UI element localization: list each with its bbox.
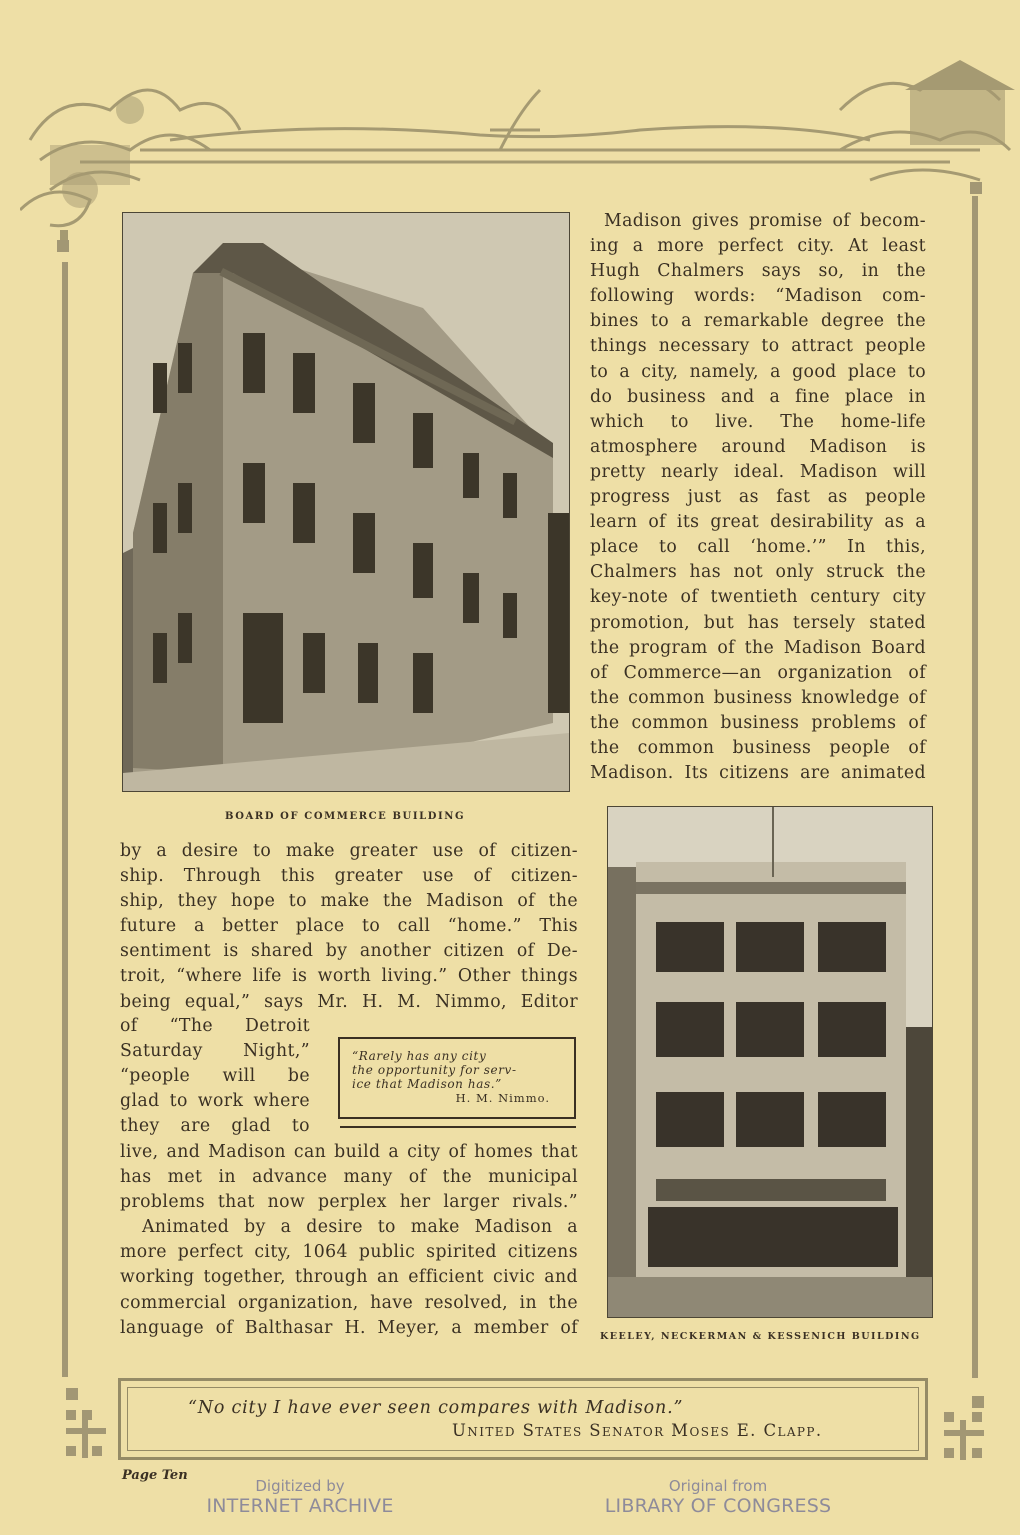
right-top-square bbox=[970, 182, 982, 194]
text-line: Madison gives promise of becom- bbox=[604, 211, 926, 231]
text-line: by a desire to make greater use of citizen- bbox=[120, 841, 578, 861]
left-column-narrow-text bbox=[120, 1014, 310, 1139]
text-line: troit, “where life is worth living.” Other things bbox=[120, 966, 578, 987]
text-line: working together, through an efficient civic and bbox=[120, 1267, 578, 1288]
text-line: learn of its great desirability as a bbox=[590, 512, 926, 533]
keeley-building-caption: KEELEY, NECKERMAN & KESSENICH BUILDING bbox=[600, 1331, 921, 1342]
text-line: ship. Through this greater use of citizen- bbox=[120, 866, 578, 887]
text-line: the common business people of bbox=[590, 737, 926, 758]
library-of-congress-watermark[interactable] bbox=[598, 1477, 838, 1517]
keeley-building-photo bbox=[607, 806, 933, 1318]
internet-archive-watermark[interactable] bbox=[195, 1477, 405, 1517]
text-line: Animated by a desire to make Madison a bbox=[142, 1217, 578, 1238]
watermark-left-large: INTERNET ARCHIVE bbox=[206, 1495, 394, 1517]
left-column-top-text bbox=[120, 839, 578, 1015]
text-line: being equal,” says Mr. H. M. Nimmo, Editor bbox=[120, 991, 578, 1012]
text-line: sentiment is shared by another citizen of De- bbox=[120, 941, 578, 962]
pull-quote-line-2: the opportunity for serv- bbox=[352, 1063, 517, 1077]
text-line: future a better place to call “home.” This bbox=[120, 916, 578, 937]
text-line: do business and a fine place in bbox=[590, 386, 926, 407]
left-bottom-square bbox=[66, 1388, 78, 1400]
text-line: language of Balthasar H. Meyer, a member of bbox=[120, 1317, 578, 1338]
pull-quote-author: H. M. Nimmo. bbox=[455, 1091, 550, 1105]
text-line: things necessary to attract people bbox=[590, 336, 926, 357]
text-line: ship, they hope to make the Madison of the bbox=[120, 891, 578, 912]
pull-quote-line-1: “Rarely has any city bbox=[352, 1049, 487, 1063]
text-line: Chalmers has not only struck the bbox=[590, 562, 926, 583]
text-line: the program of the Madison Board bbox=[590, 637, 926, 658]
text-line: they are glad to bbox=[120, 1116, 310, 1137]
right-border-rule bbox=[972, 196, 978, 1378]
pull-quote-line-3: ice that Madison has.” bbox=[352, 1077, 502, 1091]
text-line: Madison. Its citizens are animated bbox=[590, 763, 926, 784]
text-line: pretty nearly ideal. Madison will bbox=[590, 461, 926, 482]
text-line: following words: “Madison com- bbox=[590, 286, 926, 307]
text-line: problems that now perplex her larger rivals.” bbox=[120, 1192, 578, 1213]
text-line: atmosphere around Madison is bbox=[590, 436, 926, 457]
pull-quote-underline bbox=[340, 1126, 576, 1128]
text-line: more perfect city, 1064 public spirited citizens bbox=[120, 1242, 578, 1263]
text-line: place to call ‘home.’” In this, bbox=[590, 537, 926, 558]
board-of-commerce-photo bbox=[122, 212, 570, 792]
text-line: ing a more perfect city. At least bbox=[590, 236, 926, 257]
watermark-right-small: Original from bbox=[668, 1477, 768, 1495]
footer-quote-attribution: United States Senator Moses E. Clapp. bbox=[452, 1421, 823, 1440]
board-of-commerce-caption: BOARD OF COMMERCE BUILDING bbox=[225, 811, 466, 822]
left-border-rule bbox=[62, 262, 68, 1377]
text-line: Hugh Chalmers says so, in the bbox=[590, 261, 926, 282]
text-line: progress just as fast as people bbox=[590, 487, 926, 508]
text-line: commercial organization, have resolved, in the bbox=[120, 1292, 578, 1313]
left-top-square bbox=[57, 240, 69, 252]
pull-quote-box bbox=[338, 1037, 576, 1119]
text-line: key-note of twentieth century city bbox=[590, 587, 926, 608]
page-number-label: Page Ten bbox=[122, 1468, 188, 1483]
text-line: the common business problems of bbox=[590, 712, 926, 733]
left-column-bottom-text bbox=[120, 1140, 578, 1341]
text-line: the common business knowledge of bbox=[590, 687, 926, 708]
watermark-right-large: LIBRARY OF CONGRESS bbox=[604, 1495, 832, 1517]
footer-quote-box bbox=[118, 1378, 928, 1460]
right-column-text bbox=[590, 209, 926, 786]
right-bottom-square bbox=[972, 1396, 984, 1408]
text-line: glad to work where bbox=[120, 1091, 310, 1112]
text-line: “people will be bbox=[120, 1066, 310, 1087]
text-line: to a city, namely, a good place to bbox=[590, 361, 926, 382]
footer-quote-text: “No city I have ever seen compares with Madison.” bbox=[188, 1398, 684, 1418]
text-line: which to live. The home-life bbox=[590, 411, 926, 432]
keeley-building-illustration bbox=[608, 807, 932, 1317]
board-of-commerce-illustration bbox=[123, 213, 569, 791]
watermark-left-small: Digitized by bbox=[255, 1477, 345, 1495]
text-line: bines to a remarkable degree the bbox=[590, 311, 926, 332]
left-corner-ornament bbox=[62, 1410, 110, 1462]
text-line: of “The Detroit bbox=[120, 1016, 310, 1036]
text-line: of Commerce—an organization of bbox=[590, 662, 926, 683]
text-line: promotion, but has tersely stated bbox=[590, 612, 926, 633]
text-line: has met in advance many of the municipal bbox=[120, 1167, 578, 1188]
text-line: Saturday Night,” bbox=[120, 1041, 310, 1062]
right-corner-ornament bbox=[940, 1412, 988, 1464]
text-line: live, and Madison can build a city of homes that bbox=[120, 1142, 578, 1162]
